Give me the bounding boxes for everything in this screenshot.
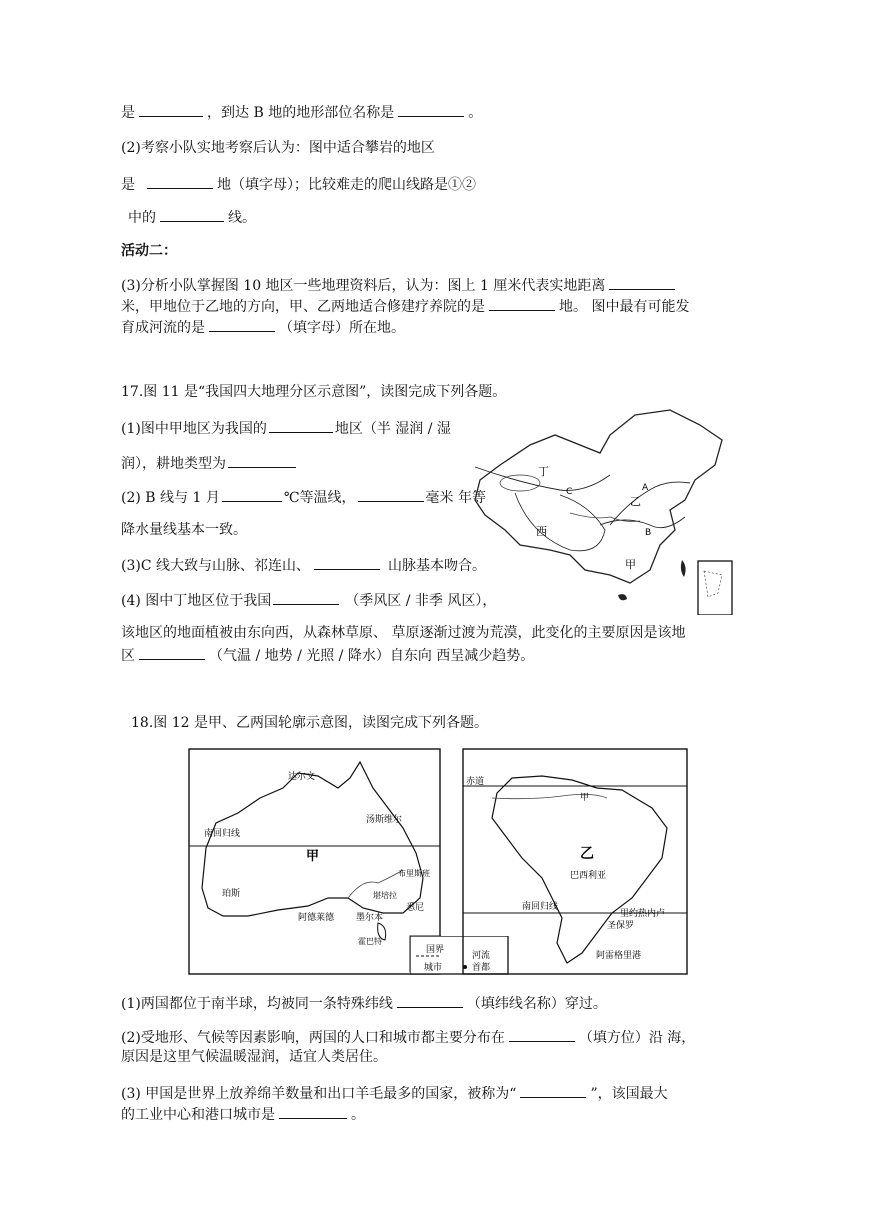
q18-p2a: (2)受地形、气候等因素影响，两国的人口和城市都主要分布在 （填方位）沿 海， — [121, 1027, 695, 1047]
q17-p3: (3)C 线大致与山脉、祁连山、 山脉基本吻合。 — [121, 555, 486, 575]
label-tropic: 南回归线 — [204, 829, 241, 839]
answer-blank[interactable] — [222, 487, 282, 502]
answer-blank[interactable] — [489, 296, 555, 311]
q17-p4a: (4) 图中丁地区位于我国 （季风区 / 非季 风区）， — [121, 590, 496, 610]
legend-capital: 首都 — [472, 963, 491, 973]
label-saopaulo: 圣保罗 — [607, 921, 635, 931]
label-brisbane: 布里斯班 — [398, 869, 430, 878]
activity2-heading: 活动二： — [121, 243, 177, 259]
q17-intro: 17.图 11 是“我国四大地理分区示意图”，读图完成下列各题。 — [121, 384, 507, 400]
q17-p2b: 降水量线基本一致。 — [121, 522, 247, 538]
label-darwin: 达尔文 — [288, 772, 316, 782]
q17-p1b: 润），耕地类型为 — [121, 453, 296, 473]
label-townsville: 汤斯维尔 — [366, 815, 403, 825]
label-portoalegre: 阿雷格里港 — [596, 951, 642, 961]
label-hobart: 霍巴特 — [358, 937, 382, 946]
answer-blank[interactable] — [269, 418, 333, 433]
answer-blank[interactable] — [314, 555, 380, 570]
q17-p4c: 区 （气温 / 地势 / 光照 / 降水）自东向 西呈减少趋势。 — [121, 645, 534, 665]
q17-p4b: 该地区的地面植被由东向西，从森林草原、 草原逐渐过渡为荒漠，此变化的主要原因是该地 — [121, 625, 686, 641]
label-jia: 甲 — [580, 793, 590, 803]
brazil-outline — [492, 776, 667, 963]
answer-blank[interactable] — [147, 174, 213, 189]
label-sydney: 悉尼 — [406, 903, 425, 913]
answer-blank[interactable] — [139, 645, 205, 660]
label-yi: 乙 — [630, 495, 641, 508]
label-equator: 赤道 — [466, 777, 485, 787]
map-frame — [463, 749, 687, 974]
legend-city-right: 城市 — [424, 963, 443, 973]
answer-blank[interactable] — [228, 453, 296, 468]
q18-p3a: (3) 甲国是世界上放养绵羊数量和出口羊毛最多的国家，被称为“ ”，该国最大 — [121, 1083, 668, 1103]
label-jia: 甲 — [625, 558, 636, 571]
label-xi: 西 — [536, 525, 547, 538]
q17-p2a: (2) B 线与 1 月 ℃等温线， 毫米 年等 — [121, 487, 486, 507]
label-c: C — [566, 487, 573, 497]
answer-blank[interactable] — [279, 1104, 347, 1119]
south-sea-islands — [704, 571, 722, 597]
south-sea-inset — [698, 561, 732, 615]
label-adelaide: 阿德莱德 — [298, 913, 335, 923]
qinghai-tibet-boundary — [515, 493, 605, 551]
tarim-basin — [500, 475, 540, 491]
legend-border-right: 国界 — [426, 945, 445, 955]
line-a — [610, 482, 690, 525]
q16-p2b: 是 地（填字母）；比较难走的爬山线路是①② — [121, 174, 476, 194]
answer-blank[interactable] — [273, 590, 339, 605]
label-brasilia: 巴西利亚 — [570, 871, 607, 881]
label-tropic: 南回归线 — [522, 902, 559, 912]
q18-p1: (1)两国都位于南半球，均被同一条特殊纬线 （填纬线名称）穿过。 — [121, 993, 607, 1013]
answer-blank[interactable] — [139, 102, 203, 117]
q18-p2b: 原因是这里气候温暖湿润，适宜人类居住。 — [121, 1049, 387, 1065]
q18-p3b: 的工业中心和港口城市是 。 — [121, 1104, 365, 1124]
q16-p3c: 育成河流的是 （填字母）所在地。 — [121, 317, 405, 337]
taiwan-island — [681, 560, 686, 577]
china-regions-map — [460, 405, 750, 615]
hainan-island — [618, 594, 627, 600]
answer-blank[interactable] — [609, 275, 675, 290]
q16-line1: 是 ，到达 B 地的地形部位名称是 。 — [121, 102, 482, 122]
label-melbourne: 墨尔本 — [356, 913, 384, 923]
label-yi: 乙 — [580, 846, 594, 862]
label-ding: 丁 — [538, 465, 549, 478]
answer-blank[interactable] — [397, 993, 463, 1008]
australia-map — [188, 748, 441, 976]
china-outline — [475, 410, 722, 583]
answer-blank[interactable] — [398, 102, 464, 117]
brazil-map — [462, 748, 688, 976]
q18-intro: 18.图 12 是甲、乙两国轮廓示意图，读图完成下列各题。 — [131, 715, 488, 731]
q17-p1a: (1)图中甲地区为我国的 地区（半 湿润 / 湿 — [121, 418, 451, 438]
q16-p2c: 中的 线。 — [128, 207, 256, 227]
q16-p3a: (3)分析小队掌握图 10 地区一些地理资料后，认为：图上 1 厘米代表实地距离 — [121, 275, 675, 295]
label-canberra: 堪培拉 — [373, 891, 397, 900]
label-jia: 甲 — [306, 849, 320, 864]
label-a: A — [642, 483, 649, 493]
amazon-river — [492, 794, 607, 798]
q16-p3b: 米，甲地位于乙地的方向，甲、乙两地适合修建疗养院的是 地。 图中最有可能发 — [121, 296, 689, 316]
legend-river: 河流 — [472, 951, 491, 961]
answer-blank[interactable] — [358, 487, 424, 502]
answer-blank[interactable] — [160, 207, 224, 222]
label-perth: 珀斯 — [222, 889, 241, 899]
answer-blank[interactable] — [520, 1083, 586, 1098]
q16-p2a: (2)考察小队实地考察后认为：图中适合攀岩的地区 — [121, 140, 435, 156]
label-b: B — [645, 528, 652, 538]
label-rio: 里约热内卢 — [620, 909, 666, 919]
answer-blank[interactable] — [209, 317, 275, 332]
answer-blank[interactable] — [509, 1027, 575, 1042]
